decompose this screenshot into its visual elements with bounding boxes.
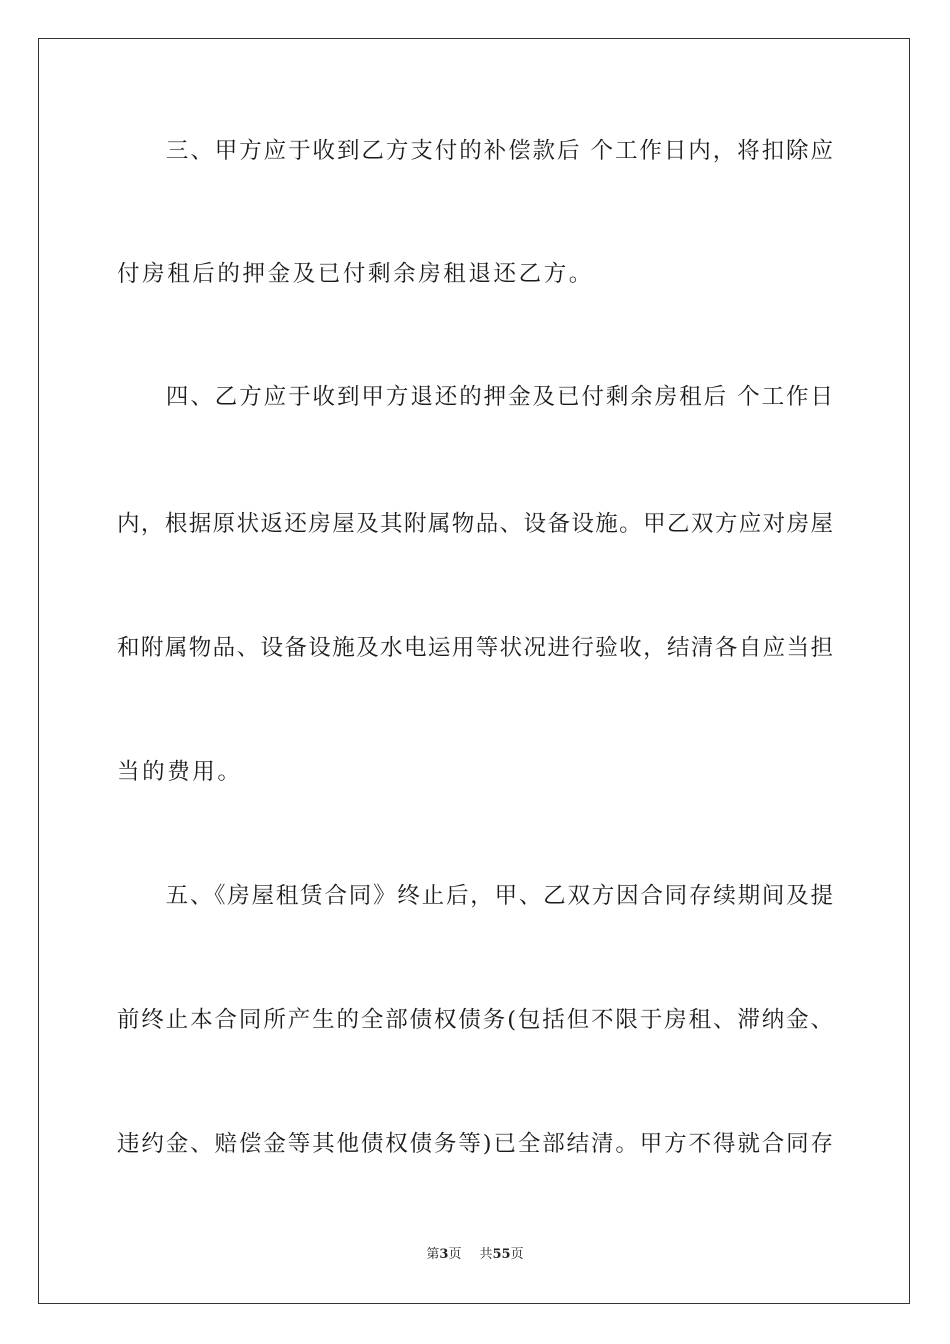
body-line-3: 四、乙方应于收到甲方退还的押金及已付剩余房租后 个工作日 — [117, 384, 833, 410]
body-line-8: 前终止本合同所产生的全部债权债务(包括但不限于房租、滞纳金、 — [117, 1007, 833, 1033]
body-line-7: 五、《房屋租赁合同》终止后，甲、乙双方因合同存续期间及提 — [117, 883, 833, 909]
footer-page-suffix: 页 — [448, 1247, 462, 1262]
footer-page-prefix: 第 — [426, 1247, 440, 1262]
footer-total-pages: 55 — [492, 1247, 511, 1262]
body-line-4: 内，根据原状返还房屋及其附属物品、设备设施。甲乙双方应对房屋 — [117, 511, 833, 537]
body-line-9: 违约金、赔偿金等其他债权债务等)已全部结清。甲方不得就合同存 — [117, 1131, 833, 1157]
body-line-6: 当的费用。 — [117, 759, 243, 785]
page-footer — [0, 1246, 950, 1264]
page-border — [38, 38, 910, 1304]
body-line-5: 和附属物品、设备设施及水电运用等状况进行验收，结清各自应当担 — [117, 635, 833, 661]
footer-total-prefix: 共 — [479, 1247, 493, 1262]
body-line-1: 三、甲方应于收到乙方支付的补偿款后 个工作日内，将扣除应 — [117, 138, 833, 164]
footer-page-number: 3 — [439, 1247, 449, 1262]
body-line-2: 付房租后的押金及已付剩余房租退还乙方。 — [117, 261, 594, 287]
footer-total-suffix: 页 — [510, 1247, 524, 1262]
